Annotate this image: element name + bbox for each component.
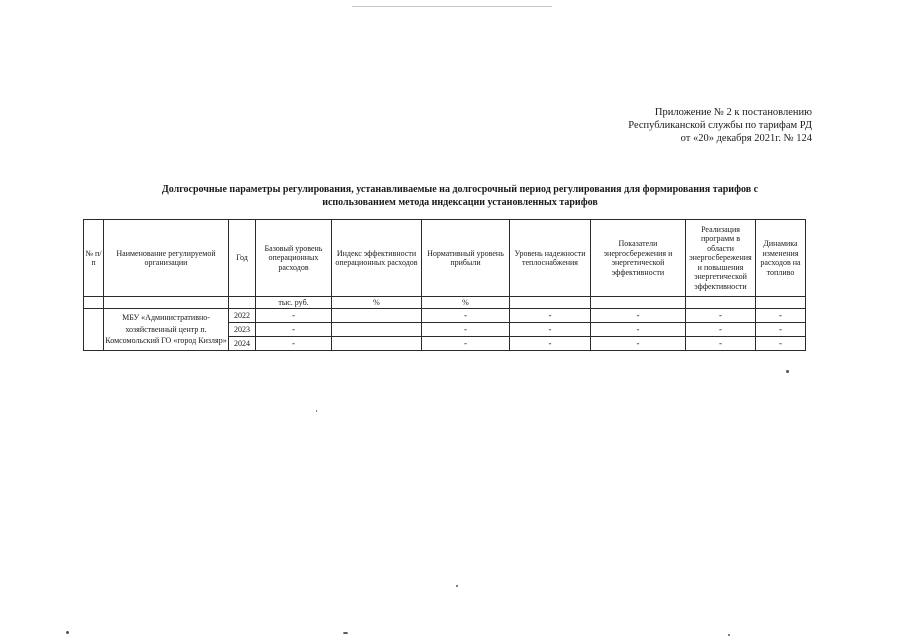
scan-speck xyxy=(728,634,730,636)
scan-speck xyxy=(66,631,69,634)
energy-indicators-cell: - xyxy=(591,309,686,323)
annex-reference xyxy=(628,106,812,145)
annex-line-1: Приложение № 2 к постановлению xyxy=(654,107,812,118)
efficiency-index-cell xyxy=(332,309,422,323)
annex-line-3: от «20» декабря 2021г. № 124 xyxy=(680,133,812,144)
year-cell: 2022 xyxy=(229,309,256,323)
header-fuel-dynamics: Динамика изменения расходов на топливо xyxy=(756,220,806,297)
year-cell: 2023 xyxy=(229,323,256,337)
header-base-opex: Базовый уровень операционных расходов xyxy=(256,220,332,297)
header-year: Год xyxy=(229,220,256,297)
scan-speck xyxy=(343,632,348,634)
energy-programs-cell: - xyxy=(686,309,756,323)
fuel-dynamics-cell: - xyxy=(756,309,806,323)
header-reliability: Уровень надежности теплоснабжения xyxy=(510,220,591,297)
scan-speck xyxy=(456,585,458,587)
document-title xyxy=(100,184,820,209)
efficiency-index-cell xyxy=(332,337,422,351)
reliability-cell: - xyxy=(510,309,591,323)
organization-cell: МБУ «Административно-хозяйственный центр п. Комсомольский ГО «город Кизляр» xyxy=(104,309,229,351)
base-opex-cell: - xyxy=(256,337,332,351)
parameters-table xyxy=(83,219,806,351)
unit-profit-level: % xyxy=(422,297,510,309)
header-energy-programs: Реализация программ в области энергосбережения и повышения энергетической эффективности xyxy=(686,220,756,297)
unit-cell xyxy=(104,297,229,309)
header-number: № п/п xyxy=(84,220,104,297)
annex-line-2: Республиканской службы по тарифам РД xyxy=(628,120,812,131)
scan-speck xyxy=(316,410,317,412)
fuel-dynamics-cell: - xyxy=(756,323,806,337)
energy-programs-cell: - xyxy=(686,337,756,351)
fuel-dynamics-cell: - xyxy=(756,337,806,351)
profit-level-cell: - xyxy=(422,309,510,323)
unit-cell xyxy=(229,297,256,309)
profit-level-cell: - xyxy=(422,323,510,337)
profit-level-cell: - xyxy=(422,337,510,351)
reliability-cell: - xyxy=(510,323,591,337)
unit-cell xyxy=(84,297,104,309)
unit-efficiency-index: % xyxy=(332,297,422,309)
unit-cell xyxy=(591,297,686,309)
efficiency-index-cell xyxy=(332,323,422,337)
header-energy-indicators: Показатели энергосбережения и энергетической эффективности xyxy=(591,220,686,297)
table-row xyxy=(84,309,806,323)
unit-cell xyxy=(510,297,591,309)
title-line-1: Долгосрочные параметры регулирования, устанавливаемые на долгосрочный период регулирования для формирования тарифов с xyxy=(161,184,759,195)
unit-cell xyxy=(686,297,756,309)
scan-edge-line xyxy=(352,6,552,7)
energy-indicators-cell: - xyxy=(591,337,686,351)
energy-programs-cell: - xyxy=(686,323,756,337)
unit-cell xyxy=(756,297,806,309)
year-cell: 2024 xyxy=(229,337,256,351)
row-number-cell xyxy=(84,309,104,351)
scan-speck xyxy=(786,370,789,373)
header-row xyxy=(84,220,806,297)
base-opex-cell: - xyxy=(256,323,332,337)
reliability-cell: - xyxy=(510,337,591,351)
header-profit-level: Нормативный уровень прибыли xyxy=(422,220,510,297)
header-efficiency-index: Индекс эффективности операционных расходов xyxy=(332,220,422,297)
unit-base-opex: тыс. руб. xyxy=(256,297,332,309)
base-opex-cell: - xyxy=(256,309,332,323)
units-row xyxy=(84,297,806,309)
energy-indicators-cell: - xyxy=(591,323,686,337)
header-organization: Наименование регулируемой организации xyxy=(104,220,229,297)
title-line-2: использованием метода индексации установленных тарифов xyxy=(322,196,598,208)
